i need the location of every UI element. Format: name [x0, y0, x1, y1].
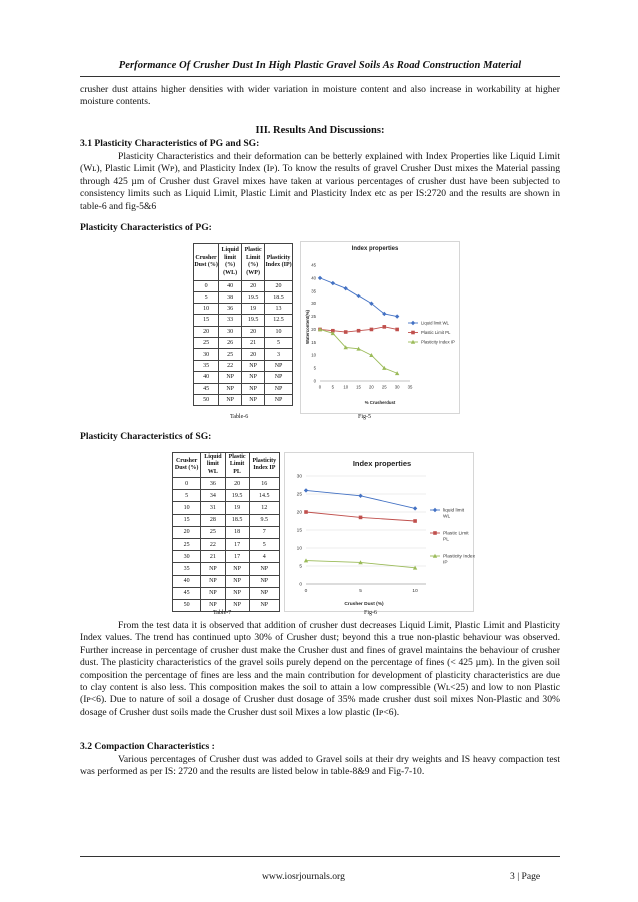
data-point-marker: [359, 516, 363, 520]
chart-fig-6: [284, 452, 474, 612]
table-cell: 0: [194, 281, 219, 292]
table-header-cell: Crusher Dust (%): [173, 453, 201, 478]
table-header-cell: Crusher Dust (%): [194, 244, 219, 281]
table-row: [173, 478, 280, 490]
table-cell: NP: [265, 372, 293, 383]
table-cell: 19.5: [242, 315, 265, 326]
table-cell: NP: [225, 587, 249, 599]
table-row: [194, 383, 293, 394]
subsection-3-1-paragraph: Plasticity Characteristics and their deformation can be betterly explained with Index Properties like Liquid Limit (Wʟ), Plastic Limit (Wᴘ), and Plasticity Index (Iᴘ). To know the results of gravel Crusher Dust mixes the Material passing through 425 µm of Crusher dust Gravel mixes have taken at various percentages of crusher dust have been subjected to consistency limits such as Liquid Limit, Plastic Limit and Plasticity Index etc as per IS:2720 and the results are shown in table-6 and fig-5&6: [80, 151, 560, 212]
y-tick-label: 30: [311, 301, 316, 307]
table-row: [173, 551, 280, 563]
y-tick-label: 25: [311, 314, 316, 320]
table-row: [173, 526, 280, 538]
table-cell: 30: [219, 326, 242, 337]
table-cell: 19.5: [242, 292, 265, 303]
table-cell: 5: [194, 292, 219, 303]
table-cell: 30: [173, 551, 201, 563]
table-cell: 15: [194, 315, 219, 326]
table-6: [193, 243, 293, 406]
table-row: [194, 281, 293, 292]
table-cell: NP: [201, 587, 225, 599]
table-header-cell: Plasticity Index IP: [249, 453, 279, 478]
table-row: [173, 575, 280, 587]
table-cell: NP: [265, 360, 293, 371]
y-tick-label: 10: [311, 352, 316, 358]
x-tick-label: 15: [356, 384, 361, 390]
table-cell: 19: [225, 502, 249, 514]
data-point-marker: [395, 328, 399, 332]
table-row: [173, 538, 280, 550]
data-point-marker: [304, 510, 308, 514]
table-cell: 10: [173, 502, 201, 514]
y-tick-label: 15: [311, 339, 316, 345]
footer-rule: [80, 856, 560, 857]
table-row: [194, 303, 293, 314]
table-cell: NP: [249, 563, 279, 575]
subsection-3-1-heading: 3.1 Plasticity Characteristics of PG and SG:: [80, 138, 260, 149]
y-tick-label: 30: [296, 474, 302, 480]
table-cell: NP: [249, 599, 279, 611]
chart-title: Index properties: [352, 459, 412, 468]
table-cell: 45: [194, 383, 219, 394]
table-cell: 45: [173, 587, 201, 599]
data-point-marker: [411, 331, 415, 335]
x-tick-label: 0: [318, 384, 322, 390]
table-cell: 21: [242, 337, 265, 348]
table-cell: 25: [194, 337, 219, 348]
table-cell: 12.5: [265, 315, 293, 326]
table-cell: 18: [225, 526, 249, 538]
table-header-cell: Liquid limit WL: [201, 453, 225, 478]
table-cell: 5: [265, 337, 293, 348]
x-tick-label: 5: [331, 384, 335, 390]
table-cell: 0: [173, 478, 201, 490]
running-header: Performance Of Crusher Dust In High Plastic Gravel Soils As Road Construction Material: [118, 60, 522, 71]
table-row: [194, 292, 293, 303]
x-tick-label: 10: [412, 588, 418, 594]
table-row: [194, 315, 293, 326]
table-row: [173, 587, 280, 599]
table-cell: 22: [219, 360, 242, 371]
table-cell: NP: [242, 372, 265, 383]
table-cell: 50: [173, 599, 201, 611]
data-point-marker: [433, 531, 437, 535]
table-row: [194, 394, 293, 405]
table-cell: 31: [201, 502, 225, 514]
x-tick-label: 20: [369, 384, 374, 390]
fig-6-caption: Fig-6: [364, 610, 378, 616]
table-row: [194, 372, 293, 383]
table-cell: 20: [173, 526, 201, 538]
table-cell: NP: [201, 575, 225, 587]
table-cell: 10: [194, 303, 219, 314]
table-cell: 50: [194, 394, 219, 405]
table-cell: NP: [201, 599, 225, 611]
table-cell: 40: [194, 372, 219, 383]
data-point-marker: [344, 330, 348, 334]
fig-5-caption: Fig-5: [358, 414, 372, 420]
table-cell: 7: [249, 526, 279, 538]
chart-fig-5: [300, 241, 460, 414]
data-point-marker: [413, 519, 417, 523]
section-heading: III. Results And Discussions:: [255, 125, 385, 136]
table-cell: 36: [201, 478, 225, 490]
table-cell: 14.5: [249, 490, 279, 502]
pg-heading: Plasticity Characteristics of PG:: [80, 222, 212, 233]
table-row: [194, 349, 293, 360]
y-tick-label: 40: [311, 275, 316, 281]
table-cell: 13: [265, 303, 293, 314]
table-cell: NP: [242, 383, 265, 394]
table-cell: 17: [225, 538, 249, 550]
table-cell: NP: [265, 394, 293, 405]
table-cell: 35: [173, 563, 201, 575]
table-cell: NP: [219, 383, 242, 394]
table-cell: 15: [173, 514, 201, 526]
footer-site: www.iosrjournals.org: [262, 871, 345, 882]
table-row: [173, 514, 280, 526]
y-tick-label: 45: [311, 262, 316, 268]
table-cell: 5: [249, 538, 279, 550]
data-point-marker: [357, 329, 361, 333]
table-cell: 19: [242, 303, 265, 314]
footer-page: 3 | Page: [510, 871, 541, 882]
y-tick-label: 10: [296, 546, 302, 552]
table-cell: 10: [265, 326, 293, 337]
table-cell: 26: [219, 337, 242, 348]
table-cell: NP: [225, 575, 249, 587]
data-point-marker: [370, 328, 374, 332]
x-tick-label: 5: [359, 588, 362, 594]
table-cell: NP: [201, 563, 225, 575]
legend-label: Plasticity Index: [443, 554, 475, 560]
table-cell: NP: [242, 360, 265, 371]
y-tick-label: 0: [313, 378, 316, 384]
table-cell: 28: [201, 514, 225, 526]
table-cell: 4: [249, 551, 279, 563]
x-tick-label: 25: [381, 384, 387, 390]
table-cell: 19.5: [225, 490, 249, 502]
table-cell: 25: [173, 538, 201, 550]
table-cell: 33: [219, 315, 242, 326]
table-cell: 20: [194, 326, 219, 337]
table-cell: NP: [242, 394, 265, 405]
table-cell: 20: [242, 349, 265, 360]
table-cell: 21: [201, 551, 225, 563]
subsection-3-2-heading: 3.2 Compaction Characteristics :: [80, 741, 215, 752]
data-point-marker: [382, 325, 386, 329]
table-cell: 18.5: [265, 292, 293, 303]
legend-label: Plastic Limit: [443, 531, 469, 537]
table-cell: 20: [265, 281, 293, 292]
x-tick-label: 10: [343, 384, 349, 390]
y-axis-label: Watercontent(%): [305, 310, 310, 344]
chart-title: Index properties: [351, 246, 399, 252]
table-cell: 5: [173, 490, 201, 502]
legend-label: WL: [443, 514, 451, 520]
y-tick-label: 20: [296, 510, 302, 516]
table-row: [194, 360, 293, 371]
table-cell: 18.5: [225, 514, 249, 526]
legend-label: Liquid limit WL: [421, 320, 449, 326]
legend-label: PL: [443, 537, 449, 543]
table-cell: 9.5: [249, 514, 279, 526]
table-cell: 16: [249, 478, 279, 490]
table-cell: 22: [201, 538, 225, 550]
table-cell: 25: [201, 526, 225, 538]
y-tick-label: 35: [311, 288, 316, 294]
x-tick-label: 30: [394, 384, 400, 390]
legend-label: Plasticity Index IP: [421, 339, 455, 345]
sg-heading: Plasticity Characteristics of SG:: [80, 431, 212, 442]
y-tick-label: 0: [299, 582, 302, 588]
table-cell: NP: [249, 587, 279, 599]
x-tick-label: 0: [304, 588, 308, 594]
y-tick-label: 15: [296, 528, 302, 534]
table-cell: 3: [265, 349, 293, 360]
table-cell: 34: [201, 490, 225, 502]
table-row: [194, 326, 293, 337]
table-cell: 36: [219, 303, 242, 314]
table-7: [172, 452, 280, 612]
table-6-caption: Table-6: [230, 414, 249, 420]
discussion-paragraph: From the test data it is observed that addition of crusher dust decreases Liquid Limit, Plastic Limit and Plasticity Index values. The trend has continued upto 30% of Crusher dust; beyond this a true non-plastic behaviour was observed. Further increase in percentage of crusher dust make the Crusher dust and fines of gravel maintains the behaviour of crusher dust. The plasticity characteristics of the gravel soils purely depend on the percentage of fines (< 425 µm). In the given soil composition the percentage of fines are less and the main contribution for development of plasticity characteristics are due to clay content is also less. This composition makes the soil to attain a low compressible (Wʟ<25) and low to non Plastic (Iᴘ<6). Due to nature of soil a dosage of Crusher dust dosage of 35% made crusher dust soil mixes Non-Plastic and 30% dosage of Crusher dust soils made the Crusher dust soil Mixes a low plastic (Iᴘ<6).: [80, 620, 560, 718]
table-cell: 25: [219, 349, 242, 360]
x-tick-label: 35: [407, 384, 413, 390]
intro-paragraph: crusher dust attains higher densities with wider variation in moisture content and also increase in workability at higher moisture contents.: [80, 84, 560, 108]
table-cell: NP: [219, 394, 242, 405]
table-cell: 40: [173, 575, 201, 587]
table-row: [173, 490, 280, 502]
table-cell: 38: [219, 292, 242, 303]
table-7-caption: Table-7: [213, 610, 232, 616]
table-cell: 20: [225, 478, 249, 490]
table-row: [173, 502, 280, 514]
table-cell: NP: [265, 383, 293, 394]
table-header-cell: Plastic Limit (%) (WP): [242, 244, 265, 281]
table-cell: NP: [225, 563, 249, 575]
y-tick-label: 5: [313, 365, 316, 371]
header-rule: [80, 76, 560, 77]
table-header-cell: Plasticity Index (IP): [265, 244, 293, 281]
x-axis-label: Crusher Dust (%): [344, 602, 384, 607]
table-header-cell: Plastic Limit PL: [225, 453, 249, 478]
table-cell: 30: [194, 349, 219, 360]
legend-label: liquid limit: [443, 508, 465, 514]
table-cell: 35: [194, 360, 219, 371]
table-cell: 17: [225, 551, 249, 563]
table-cell: NP: [225, 599, 249, 611]
table-cell: NP: [219, 372, 242, 383]
table-row: [194, 337, 293, 348]
subsection-3-2-paragraph: Various percentages of Crusher dust was added to Gravel soils at their dry weights and IS heavy compaction test was performed as per IS: 2720 and the results are listed below in table-8&9 and Fig-7-10.: [80, 754, 560, 778]
table-cell: NP: [249, 575, 279, 587]
y-tick-label: 25: [296, 492, 302, 498]
table-cell: 20: [242, 326, 265, 337]
table-cell: 20: [242, 281, 265, 292]
y-tick-label: 20: [311, 326, 316, 332]
table-row: [173, 563, 280, 575]
legend-label: Plastic Limit PL: [421, 330, 451, 335]
y-tick-label: 5: [299, 564, 302, 570]
table-cell: 12: [249, 502, 279, 514]
table-cell: 40: [219, 281, 242, 292]
x-axis-label: % Crusherdust: [364, 400, 396, 405]
legend-label: IP: [443, 560, 448, 566]
table-header-cell: Liquid limit (%) (WL): [219, 244, 242, 281]
